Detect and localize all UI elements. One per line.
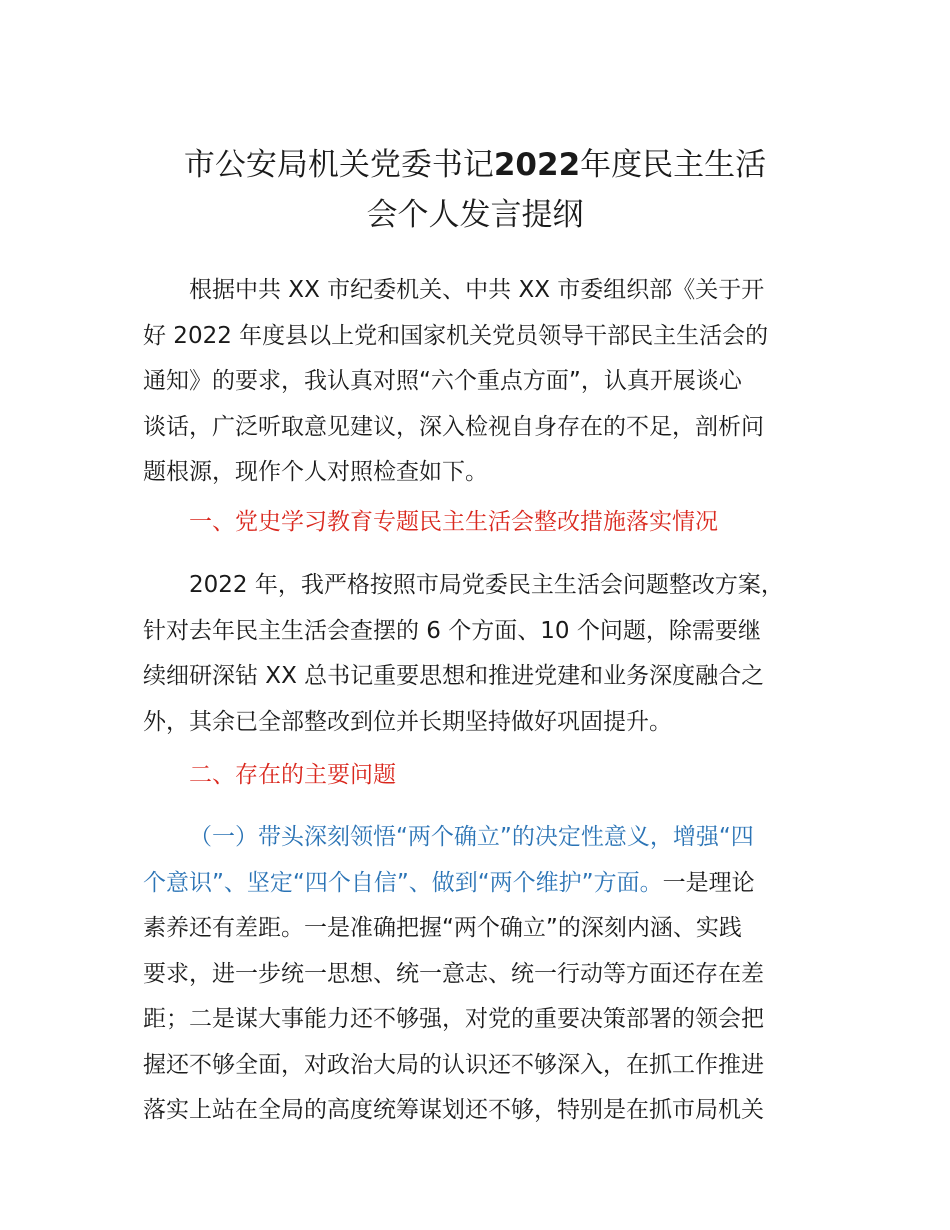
section-1-paragraph	[143, 563, 833, 745]
sub-1-line: 握还不够全面，对政治大局的认识还不够深入，在抓工作推进	[143, 1051, 764, 1078]
intro-line: 通知》的要求，我认真对照“六个重点方面”，认真开展谈心	[143, 368, 742, 394]
section-1-heading	[143, 500, 833, 546]
title-year: 2022	[493, 147, 581, 183]
sub-1-line: 落实上站在全局的高度统筹谋划还不够，特别是在抓市局机关	[143, 1097, 764, 1123]
section-1-line: 外，其余已全部整改到位并长期坚持做好巩固提升。	[143, 708, 672, 735]
section-2-heading	[143, 753, 833, 799]
sub-1-heading-line-1: （一）带头深刻领悟“两个确立”的决定性意义，增强“四	[189, 824, 754, 850]
document-title	[100, 140, 850, 240]
intro-line: 题根源，现作个人对照检查如下。	[143, 459, 488, 485]
sub-1-line: 素养还有差距。一是准确把握“两个确立”的深刻内涵、实践	[143, 915, 742, 941]
intro-line: 谈话，广泛听取意见建议，深入检视自身存在的不足，剖析问	[143, 413, 764, 440]
section-2-heading-text: 二、存在的主要问题	[189, 762, 396, 788]
title-prefix: 市公安局机关党委书记	[183, 147, 494, 183]
section-1-line: 针对去年民主生活会查摆的 6 个方面、10 个问题，除需要继	[143, 617, 761, 644]
sub-1-heading-line-2	[143, 861, 833, 907]
sub-1-line: 要求，进一步统一思想、统一意志、统一行动等方面还存在差	[143, 960, 764, 987]
sub-1-line-2-tail: 一是理论	[662, 869, 755, 896]
sub-1-heading-line-2-blue: 个意识”、坚定“四个自信”、做到“两个维护”方面。	[143, 869, 663, 896]
section-1-line: 2022 年，我严格按照市局党委民主生活会问题整改方案，	[189, 572, 784, 598]
title-line-1	[100, 140, 850, 190]
intro-line: 好 2022 年度县以上党和国家机关党员领导干部民主生活会的	[143, 322, 769, 349]
intro-paragraph	[143, 268, 833, 496]
section-1-heading-text: 一、党史学习教育专题民主生活会整改措施落实情况	[189, 509, 718, 535]
title-suffix: 年度民主生活	[580, 147, 767, 183]
sub-1-line: 距；二是谋大事能力还不够强，对党的重要决策部署的领会把	[143, 1006, 764, 1032]
intro-line: 根据中共 XX 市纪委机关、中共 XX 市委组织部《关于开	[189, 277, 765, 303]
section-2-sub-1-paragraph	[143, 815, 833, 1134]
section-1-line: 续细研深钻 XX 总书记重要思想和推进党建和业务深度融合之	[143, 663, 765, 689]
title-line-2: 会个人发言提纲	[366, 197, 584, 233]
